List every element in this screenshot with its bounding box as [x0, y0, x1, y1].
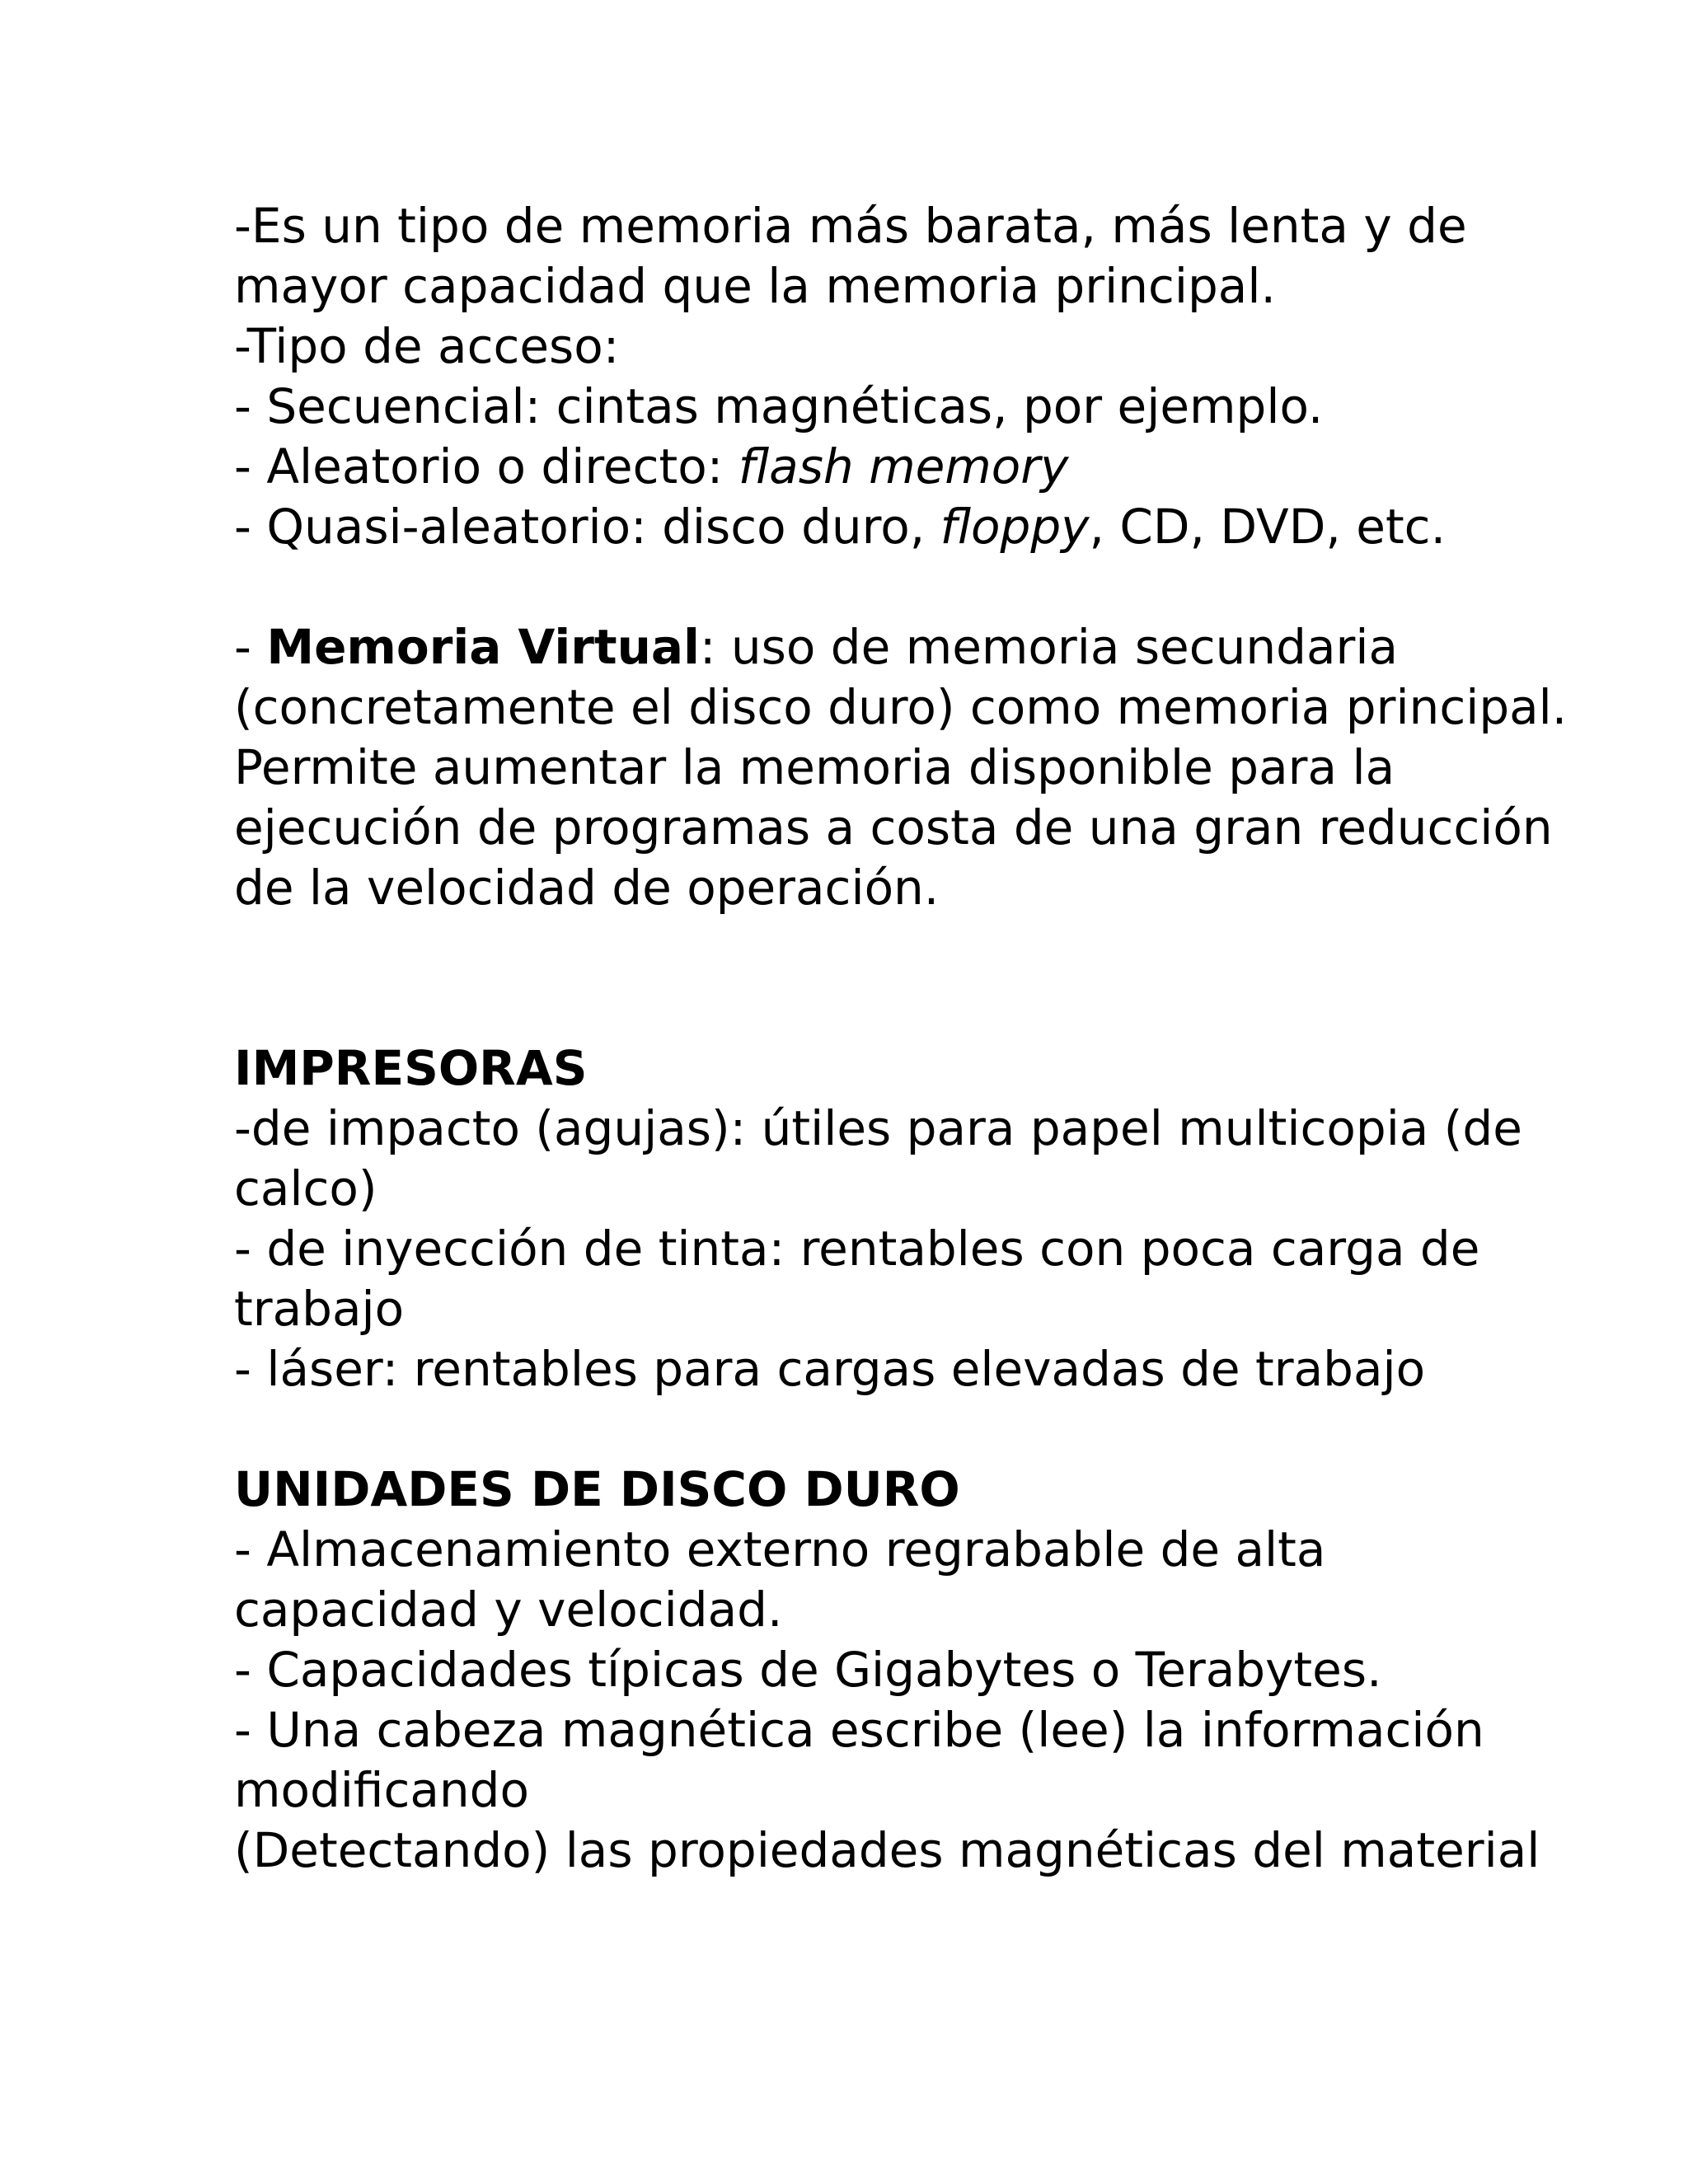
text-line: - Capacidades típicas de Gigabytes o Terabytes.: [234, 1642, 1382, 1698]
section-heading: IMPRESORAS: [234, 1040, 588, 1096]
text-fragment: - Quasi-aleatorio: disco duro,: [234, 499, 940, 555]
text-fragment: : uso de memoria secundaria: [699, 619, 1399, 675]
text-line: -de impacto (agujas): útiles para papel multicopia (de: [234, 1100, 1522, 1156]
text-line: modificando: [234, 1762, 529, 1818]
italic-term: floppy: [940, 499, 1090, 555]
text-line: (Detectando) las propiedades magnéticas del material: [234, 1822, 1540, 1878]
text-line: Permite aumentar la memoria disponible para la: [234, 739, 1395, 795]
text-line: mayor capacidad que la memoria principal.: [234, 258, 1276, 314]
italic-term: flash memory: [738, 438, 1069, 494]
text-line: - Almacenamiento externo regrabable de alta: [234, 1521, 1326, 1577]
text-line: -Es un tipo de memoria más barata, más lenta y de: [234, 198, 1467, 254]
text-line: ejecución de programas a costa de una gran reducción: [234, 799, 1553, 855]
hard-drives-section: [234, 1460, 1540, 1881]
text-line: [234, 497, 1520, 557]
text-line: trabajo: [234, 1281, 405, 1337]
spacer: [234, 918, 1520, 1038]
spacer: [234, 1399, 1520, 1460]
text-line: - de inyección de tinta: rentables con poca carga de: [234, 1221, 1480, 1277]
text-line: de la velocidad de operación.: [234, 860, 940, 916]
section-heading: UNIDADES DE DISCO DURO: [234, 1461, 960, 1517]
text-line: -Tipo de acceso:: [234, 318, 620, 374]
text-fragment: - Aleatorio o directo:: [234, 438, 738, 494]
bold-term: Memoria Virtual: [266, 619, 700, 675]
text-fragment: -: [234, 619, 267, 675]
text-line: [234, 437, 1520, 497]
virtual-memory-section: [234, 617, 1568, 918]
text-line: - Secuencial: cintas magnéticas, por ejemplo.: [234, 378, 1324, 434]
secondary-memory-section: [234, 196, 1520, 557]
printers-section: [234, 1038, 1520, 1399]
text-fragment: , CD, DVD, etc.: [1089, 499, 1447, 555]
text-line: - láser: rentables para cargas elevadas de trabajo: [234, 1341, 1426, 1397]
document-page: [234, 196, 1568, 1881]
text-line: - Una cabeza magnética escribe (lee) la información: [234, 1702, 1484, 1758]
text-line: (concretamente el disco duro) como memoria principal.: [234, 679, 1568, 735]
text-line: [234, 617, 1520, 677]
text-line: calco): [234, 1160, 377, 1216]
spacer: [234, 557, 1520, 617]
text-line: capacidad y velocidad.: [234, 1582, 783, 1638]
